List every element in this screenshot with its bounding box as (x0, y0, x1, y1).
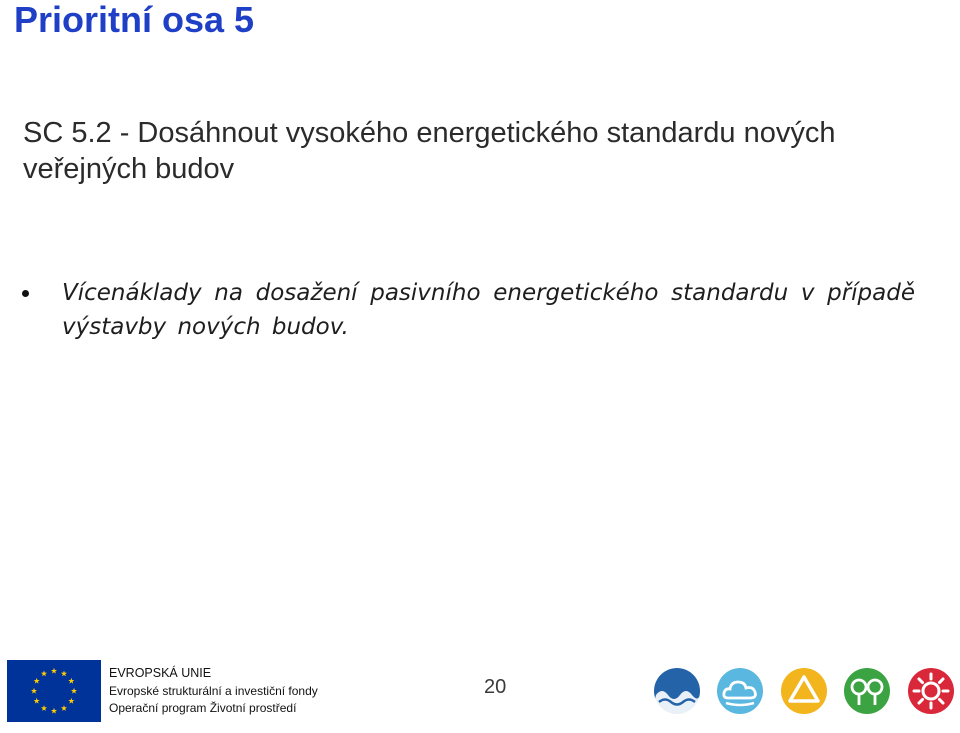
eu-union-label: EVROPSKÁ UNIE (109, 666, 212, 680)
waste-triangle-icon (780, 667, 828, 715)
eu-program-label: Operační program Životní prostředí (109, 701, 297, 715)
bullet-text: Vícenáklady na dosažení pasivního energetického standardu v případě výstavby nových budov. (62, 280, 915, 340)
slide-subtitle: SC 5.2 - Dosáhnout vysokého energetického standardu nových veřejných budov (23, 117, 836, 185)
bullet-list (20, 276, 915, 344)
slide-title: Prioritní osa 5 (14, 0, 255, 40)
water-icon (653, 667, 701, 715)
eu-logo-text (109, 665, 318, 718)
bullet-dot-icon (22, 290, 29, 297)
page-number: 20 (484, 676, 507, 698)
energy-sun-icon (907, 667, 955, 715)
bullet-item (20, 276, 915, 344)
eu-funds-label: Evropské strukturální a investiční fondy (109, 683, 318, 698)
eu-flag-icon (7, 660, 101, 722)
air-cloud-icon (716, 667, 764, 715)
nature-trees-icon (843, 667, 891, 715)
